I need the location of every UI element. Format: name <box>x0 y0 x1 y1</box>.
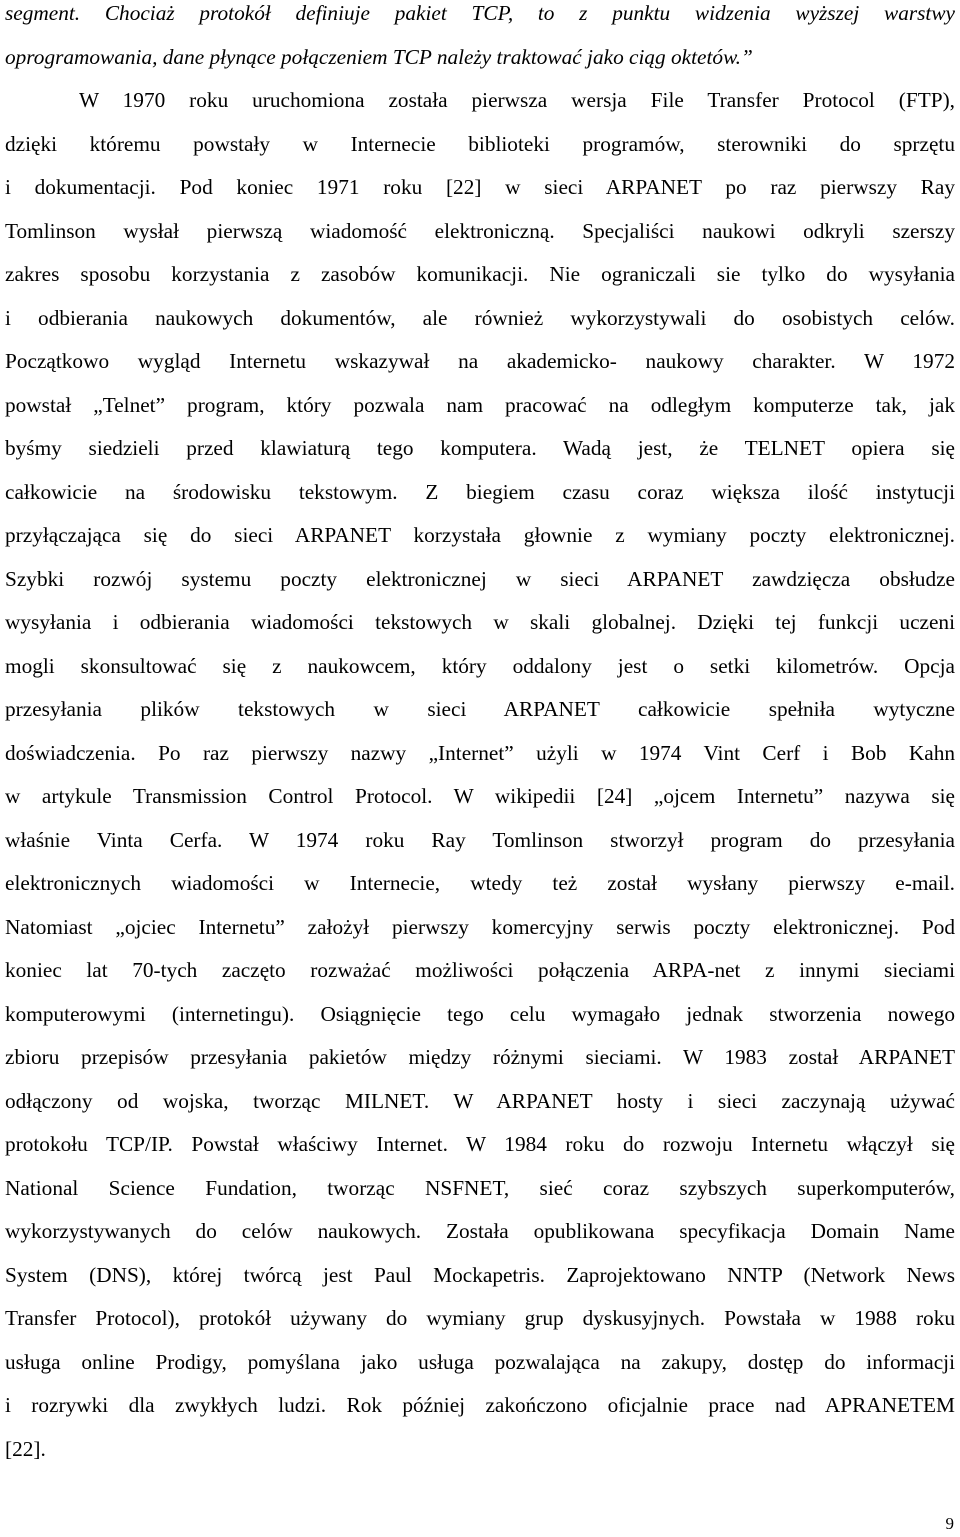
text-line: doświadczenia. Po raz pierwszy nazwy „Internet” użyli w 1974 Vint Cerf i Bob Kahn <box>5 740 955 765</box>
text-line: właśnie Vinta Cerfa. W 1974 roku Ray Tomlinson stworzył program do przesyłania <box>5 827 955 852</box>
text-line: elektronicznych wiadomości w Internecie, wtedy też został wysłany pierwszy e-mail. <box>5 871 955 895</box>
text-line: W 1970 roku uruchomiona została pierwsza wersja File Transfer Protocol (FTP), <box>79 88 955 112</box>
text-line: przyłączająca się do sieci ARPANET korzystała głownie z wymiany poczty elektronicznej. <box>5 523 955 547</box>
text-line: Tomlinson wysłał pierwszą wiadomość elektroniczną. Specjaliści naukowi odkryli szerszy <box>5 218 955 243</box>
text-line: w artykule Transmission Control Protocol. W wikipedii [24] „ojcem Internetu” nazywa się <box>5 784 955 808</box>
text-line: segment. Chociaż protokół definiuje pakiet TCP, to z punktu widzenia wyższej warstwy <box>5 1 955 25</box>
text-line: wykorzystywanych do celów naukowych. Została opublikowana specyfikacja Domain Name <box>5 1219 955 1243</box>
text-line: System (DNS), której twórcą jest Paul Mockapetris. Zaprojektowano NNTP (Network News <box>5 1262 955 1287</box>
text-line: wysyłania i odbierania wiadomości tekstowych w skali globalnej. Dzięki tej funkcji uczeni <box>5 610 955 634</box>
page-number: 9 <box>945 1514 954 1533</box>
text-line: i dokumentacji. Pod koniec 1971 roku [22] w sieci ARPANET po raz pierwszy Ray <box>5 175 955 199</box>
text-line: Szybki rozwój systemu poczty elektronicznej w sieci ARPANET zawdzięcza obsłudze <box>5 566 955 591</box>
text-line: protokołu TCP/IP. Powstał właściwy Internet. W 1984 roku do rozwoju Internetu włączył się <box>5 1132 955 1156</box>
text-line: koniec lat 70-tych zaczęto rozważać możliwości połączenia ARPA-net z innymi sieciami <box>5 958 955 982</box>
text-line: Transfer Protocol), protokół używany do wymiany grup dyskusyjnych. Powstała w 1988 roku <box>5 1306 955 1330</box>
text-line: odłączony od wojska, tworząc MILNET. W ARPANET hosty i sieci zaczynają używać <box>5 1088 955 1113</box>
text-line: i rozrywki dla zwykłych ludzi. Rok później zakończono oficjalnie prace nad APRANETEM <box>5 1393 955 1417</box>
body-text <box>5 0 955 1471</box>
text-line: byśmy siedzieli przed klawiaturą tego komputera. Wadą jest, że TELNET opiera się <box>5 436 955 460</box>
text-line: całkowicie na środowisku tekstowym. Z biegiem czasu coraz większa ilość instytucji <box>5 479 955 504</box>
text-line: przesyłania plików tekstowych w sieci ARPANET całkowicie spełniła wytyczne <box>5 697 955 721</box>
text-line: zbioru przepisów przesyłania pakietów między różnymi sieciami. W 1983 został ARPANET <box>5 1045 955 1069</box>
text-line: oprogramowania, dane płynące połączeniem TCP należy traktować jako ciąg oktetów.” <box>5 44 753 69</box>
text-line: [22]. <box>5 1436 46 1461</box>
text-line: mogli skonsultować się z naukowcem, który oddalony jest o setki kilometrów. Opcja <box>5 653 955 678</box>
text-line: National Science Fundation, tworząc NSFNET, sieć coraz szybszych superkomputerów, <box>5 1175 955 1200</box>
text-line: Natomiast „ojciec Internetu” założył pierwszy komercyjny serwis poczty elektronicznej. Pod <box>5 914 955 939</box>
text-line: usługa online Prodigy, pomyślana jako usługa pozwalająca na zakupy, dostęp do informacji <box>5 1349 955 1374</box>
text-line: i odbierania naukowych dokumentów, ale również wykorzystywali do osobistych celów. <box>5 305 955 330</box>
text-line: powstał „Telnet” program, który pozwala nam pracować na odległym komputerze tak, jak <box>5 392 955 417</box>
text-line: komputerowymi (internetingu). Osiągnięcie tego celu wymagało jednak stworzenia nowego <box>5 1001 955 1026</box>
text-line: dzięki któremu powstały w Internecie biblioteki programów, sterowniki do sprzętu <box>5 131 955 156</box>
text-line: Początkowo wygląd Internetu wskazywał na akademicko- naukowy charakter. W 1972 <box>5 349 955 373</box>
text-line: zakres sposobu korzystania z zasobów komunikacji. Nie ograniczali sie tylko do wysyłania <box>5 262 955 286</box>
